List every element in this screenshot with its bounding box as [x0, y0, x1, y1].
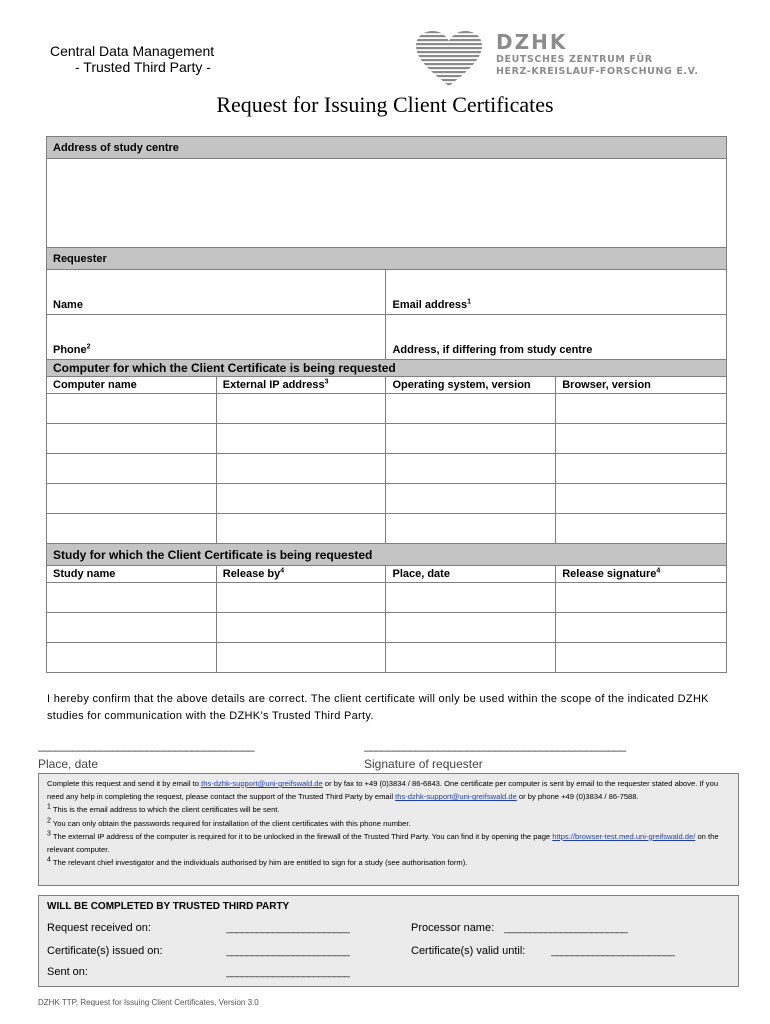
- study-row: [47, 583, 727, 613]
- footnote-3: [47, 830, 730, 856]
- instructions-text: Complete this request and send it by email to: [47, 779, 202, 788]
- col-browser: Browser, version: [556, 377, 727, 394]
- place-date-label: Place, date: [38, 757, 99, 771]
- study-row: [47, 643, 727, 673]
- study-name-cell[interactable]: [47, 613, 217, 643]
- release-signature-cell[interactable]: [556, 613, 727, 643]
- organization-line-2: - Trusted Third Party -: [75, 59, 211, 75]
- operating-system-cell[interactable]: [386, 514, 556, 544]
- certificates-issued-label: Certificate(s) issued on:: [47, 945, 163, 957]
- external-ip-cell[interactable]: [216, 484, 386, 514]
- name-label: Name: [53, 299, 83, 311]
- computer-column-headers: [47, 377, 727, 394]
- study-name-cell[interactable]: [47, 643, 217, 673]
- footnote-ref-4: 4: [280, 567, 285, 575]
- organization-line-1: Central Data Management: [50, 43, 215, 59]
- study-name-cell[interactable]: [47, 583, 217, 613]
- footnote-ref-2: 2: [86, 343, 91, 351]
- logo-subtitle-2: HERZ-KREISLAUF-FORSCHUNG E.V.: [496, 66, 699, 77]
- signature-line[interactable]: ______________________________________________: [364, 738, 625, 752]
- external-ip-cell[interactable]: [216, 454, 386, 484]
- col-study-name: Study name: [47, 566, 217, 583]
- request-received-label: Request received on:: [47, 922, 151, 934]
- phone-label: Phone: [53, 344, 87, 356]
- footnote-number: 1: [47, 803, 51, 811]
- computer-row: [47, 424, 727, 454]
- processor-name-field[interactable]: ________________________: [504, 922, 627, 934]
- alt-address-label: Address, if differing from study centre: [392, 344, 593, 356]
- place-date-cell[interactable]: [386, 583, 556, 613]
- confirmation-statement: I hereby confirm that the above details are correct. The client certificate will only be used within the scope of the indicated DZHK studies for communication with the DZHK’s Trusted Third Party.: [47, 693, 709, 722]
- instructions-text: or by phone +49 (0)3834 / 86-7588.: [516, 792, 639, 802]
- ttp-heading: WILL BE COMPLETED BY TRUSTED THIRD PARTY: [47, 901, 290, 912]
- footnote-text: The relevant chief investigator and the individuals authorised by him are entitled to sign for a study (see authorisation form).: [50, 858, 468, 868]
- organization-name: [50, 43, 214, 75]
- release-by-cell[interactable]: [216, 643, 386, 673]
- section-header-study: [47, 544, 727, 566]
- release-by-cell[interactable]: [216, 613, 386, 643]
- certificates-issued-field[interactable]: ________________________: [226, 945, 349, 957]
- footnote-number: 4: [47, 856, 51, 864]
- operating-system-cell[interactable]: [386, 394, 556, 424]
- computer-row: [47, 394, 727, 424]
- place-date-cell[interactable]: [386, 643, 556, 673]
- col-release-by: [216, 566, 386, 583]
- request-received-field[interactable]: ________________________: [226, 922, 349, 934]
- signature-label: Signature of requester: [364, 757, 483, 771]
- valid-until-field[interactable]: ________________________: [551, 945, 674, 957]
- browser-cell[interactable]: [556, 514, 727, 544]
- logo-name: DZHK: [496, 30, 568, 54]
- computer-name-cell[interactable]: [47, 454, 217, 484]
- browser-cell[interactable]: [556, 454, 727, 484]
- address-row: [47, 159, 727, 248]
- browser-cell[interactable]: [556, 484, 727, 514]
- alt-address-field[interactable]: [386, 315, 727, 360]
- release-signature-cell[interactable]: [556, 643, 727, 673]
- phone-field[interactable]: [47, 315, 386, 360]
- dzhk-logo: [414, 30, 699, 88]
- operating-system-cell[interactable]: [386, 424, 556, 454]
- document-footer: DZHK TTP, Request for Issuing Client Certificates, Version 3.0: [38, 998, 259, 1007]
- processor-name-label: Processor name:: [411, 922, 495, 934]
- col-place-date: Place, date: [386, 566, 556, 583]
- address-field[interactable]: [47, 159, 727, 248]
- logo-text: [496, 30, 699, 78]
- section-title-requester: Requester: [47, 248, 727, 270]
- computer-row: [47, 514, 727, 544]
- footnote-text: This is the email address to which the client certificates will be sent.: [50, 805, 280, 815]
- footnote-ref-4: 4: [656, 567, 661, 575]
- col-release-signature-label: Release signature: [562, 568, 657, 580]
- col-external-ip-label: External IP address: [222, 379, 325, 391]
- section-title-computer: Computer for which the Client Certificate is being requested: [47, 360, 727, 377]
- place-date-line[interactable]: ______________________________________: [38, 738, 254, 752]
- external-ip-cell[interactable]: [216, 394, 386, 424]
- footnote-text: on the relevant computer.: [47, 831, 719, 855]
- col-computer-name: Computer name: [47, 377, 217, 394]
- footnote-2: [47, 817, 730, 830]
- browser-cell[interactable]: [556, 394, 727, 424]
- instructions-paragraph: [47, 777, 730, 803]
- col-release-by-label: Release by: [222, 568, 281, 580]
- computer-name-cell[interactable]: [47, 424, 217, 454]
- section-title-address: Address of study centre: [47, 137, 727, 159]
- place-date-cell[interactable]: [386, 613, 556, 643]
- browser-test-link[interactable]: https://browser-test.med.uni-greifswald.de/: [552, 831, 696, 841]
- computer-row: [47, 454, 727, 484]
- request-form-table: [46, 136, 727, 673]
- study-row: [47, 613, 727, 643]
- release-signature-cell[interactable]: [556, 583, 727, 613]
- support-email-link[interactable]: ths-dzhk-support@uni-greifswald.de: [201, 779, 323, 788]
- footnote-number: 3: [47, 830, 51, 838]
- section-header-address: [47, 137, 727, 159]
- email-label: Email address: [392, 299, 468, 311]
- col-operating-system: Operating system, version: [386, 377, 556, 394]
- computer-row: [47, 484, 727, 514]
- computer-name-cell[interactable]: [47, 484, 217, 514]
- study-column-headers: [47, 566, 727, 583]
- requester-row-2: [47, 315, 727, 360]
- requester-row-1: [47, 270, 727, 315]
- release-by-cell[interactable]: [216, 583, 386, 613]
- footnote-text: You can only obtain the passwords required for installation of the client certificates with this phone number.: [50, 818, 411, 828]
- footnote-1: [47, 803, 730, 816]
- logo-subtitle-1: DEUTSCHES ZENTRUM FÜR: [496, 54, 653, 65]
- operating-system-cell[interactable]: [386, 484, 556, 514]
- footnote-text: The external IP address of the computer is required for it to be unlocked in the firewall of the Trusted Third Party. You can find it by opening the page: [50, 831, 553, 841]
- sent-on-field[interactable]: ________________________: [226, 966, 349, 978]
- page-title: Request for Issuing Client Certificates: [216, 92, 554, 117]
- operating-system-cell[interactable]: [386, 454, 556, 484]
- support-email-link[interactable]: ths-dzhk-support@uni-greifswald.de: [395, 792, 517, 802]
- section-header-computer: [47, 360, 727, 377]
- footnote-number: 2: [47, 817, 51, 825]
- valid-until-label: Certificate(s) valid until:: [411, 945, 526, 957]
- browser-cell[interactable]: [556, 424, 727, 454]
- ttp-use-box: [38, 895, 739, 987]
- col-release-signature: [556, 566, 727, 583]
- computer-name-cell[interactable]: [47, 394, 217, 424]
- footnote-ref-3: 3: [324, 378, 329, 386]
- footnote-4: [47, 856, 730, 869]
- footnote-ref-1: 1: [467, 298, 471, 306]
- email-field[interactable]: [386, 270, 727, 315]
- sent-on-label: Sent on:: [47, 966, 88, 978]
- section-header-requester: [47, 248, 727, 270]
- heart-logo-icon: [414, 30, 484, 88]
- instructions-box: [38, 773, 739, 886]
- section-title-study: Study for which the Client Certificate is being requested: [47, 544, 727, 566]
- external-ip-cell[interactable]: [216, 514, 386, 544]
- computer-name-cell[interactable]: [47, 514, 217, 544]
- instructions-text: or by fax to +49 (0)3834 / 86-6843. One certificate per computer is sent by email to the requester stated above. If you need any help in completing the request, please contact the support of the Trusted Third Party by email: [47, 779, 719, 802]
- external-ip-cell[interactable]: [216, 424, 386, 454]
- name-field[interactable]: [47, 270, 386, 315]
- col-external-ip: [216, 377, 386, 394]
